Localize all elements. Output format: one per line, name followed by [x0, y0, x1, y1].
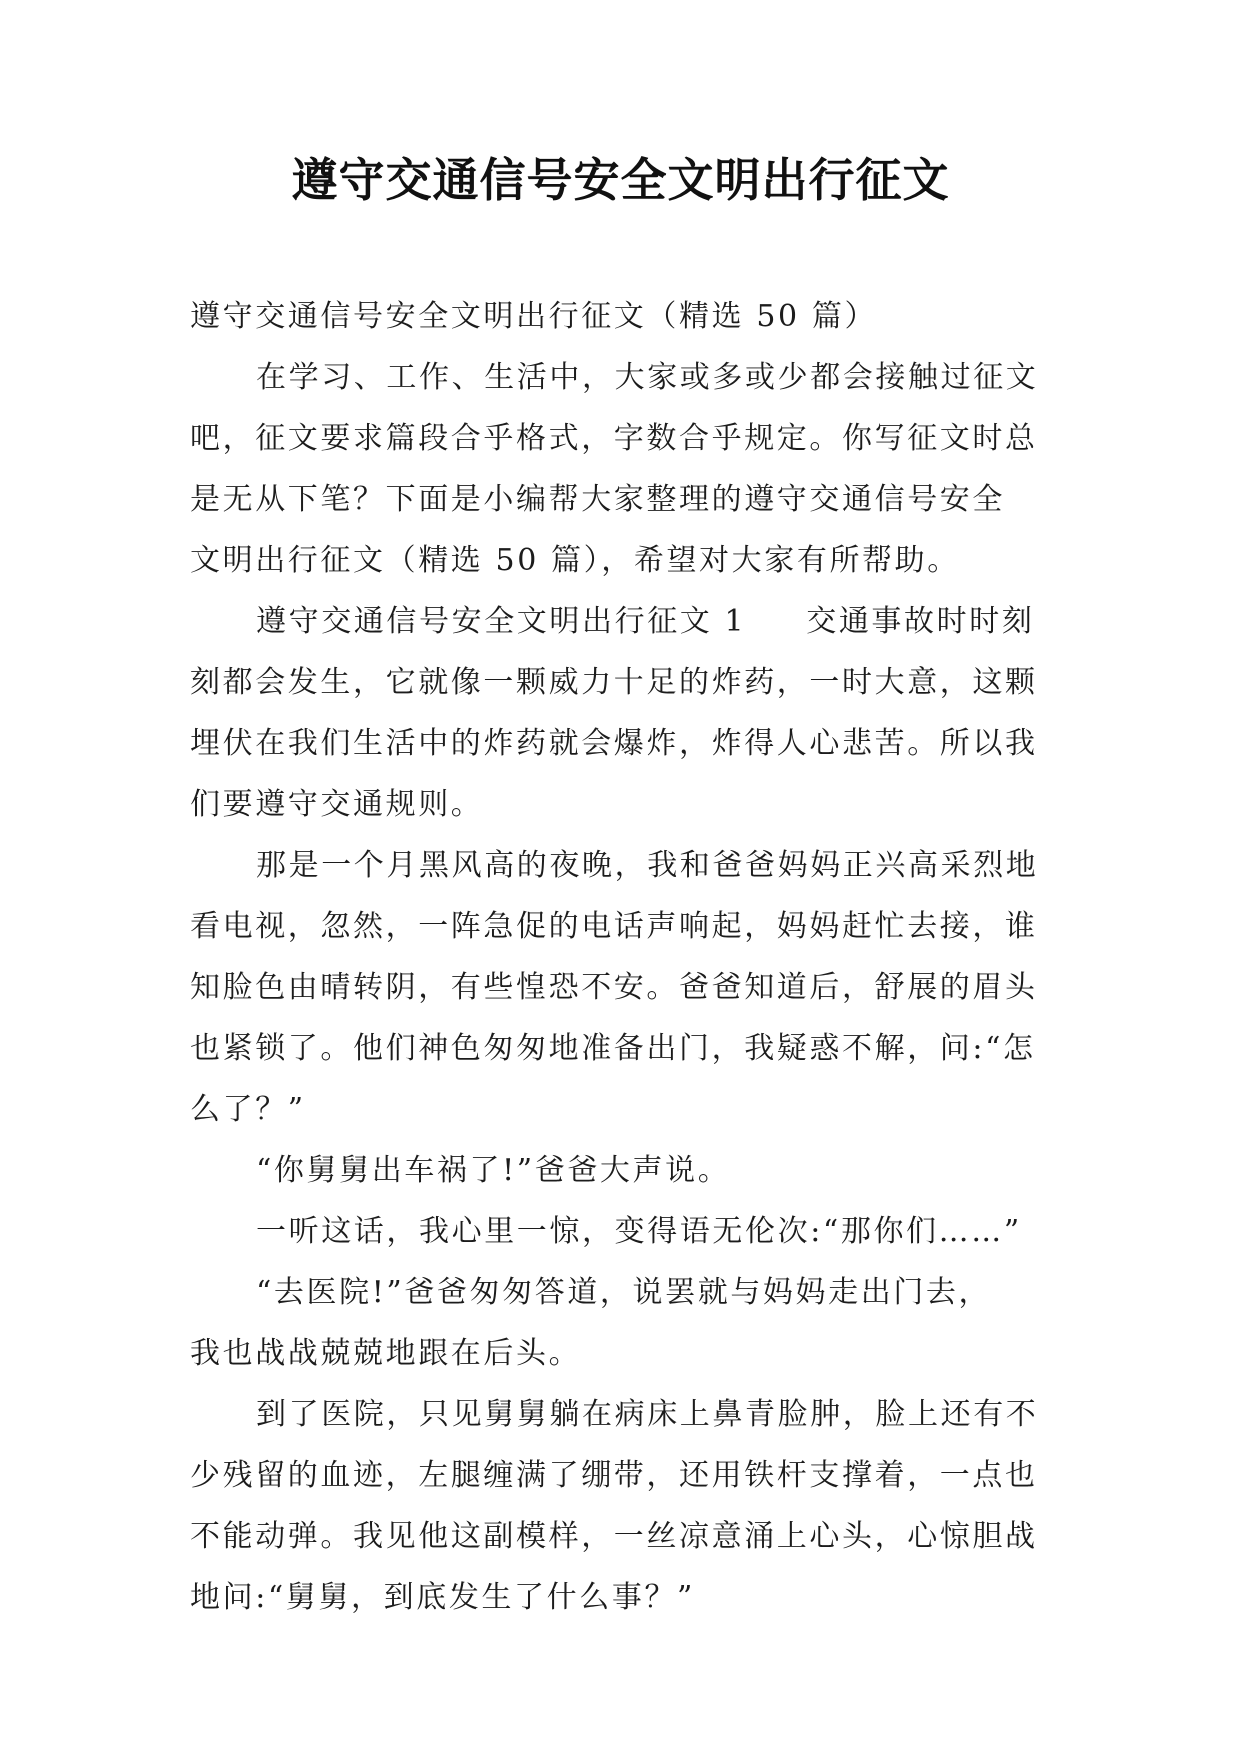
essay-1-first-text: 交通事故时时刻 — [806, 604, 1035, 639]
text-line: 知脸色由晴转阴，有些惶恐不安。爸爸知道后，舒展的眉头 — [190, 970, 1038, 1005]
text-line: 也紧锁了。他们神色匆匆地准备出门，我疑惑不解，问:“怎 — [190, 1031, 1036, 1066]
essay-1-paragraph — [190, 591, 1060, 835]
text-line: 到了医院，只见舅舅躺在病床上鼻青脸肿，脸上还有不 — [256, 1397, 1039, 1432]
text-line: 埋伏在我们生活中的炸药就会爆炸，炸得人心悲苦。所以我 — [190, 726, 1038, 761]
text-line: 是无从下笔？下面是小编帮大家整理的遵守交通信号安全 — [190, 482, 1005, 517]
subtitle-line: 遵守交通信号安全文明出行征文（精选 50 篇） — [190, 299, 878, 334]
text-line: 么了？” — [190, 1092, 306, 1127]
text-line: 不能动弹。我见他这副模样，一丝凉意涌上心头，心惊胆战 — [190, 1519, 1038, 1554]
text-line: “去医院!”爸爸匆匆答道，说罢就与妈妈走出门去， — [256, 1275, 992, 1310]
text-line: 刻都会发生，它就像一颗威力十足的炸药，一时大意，这颗 — [190, 665, 1038, 700]
document-body — [190, 286, 1060, 1628]
text-line: 那是一个月黑风高的夜晚，我和爸爸妈妈正兴高采烈地 — [256, 848, 1039, 883]
essay-1-heading: 遵守交通信号安全文明出行征文 1 — [256, 604, 747, 639]
text-line: 在学习、工作、生活中，大家或多或少都会接触过征文 — [256, 360, 1039, 395]
text-line: 们要遵守交通规则。 — [190, 787, 484, 822]
paragraph-2 — [190, 835, 1060, 1140]
document-title: 遵守交通信号安全文明出行征文 — [291, 153, 950, 207]
intro-paragraph — [190, 347, 1060, 591]
paragraph-6 — [190, 1384, 1060, 1628]
paragraph-3: “你舅舅出车祸了!”爸爸大声说。 — [256, 1153, 731, 1188]
paragraph-4: 一听这话，我心里一惊，变得语无伦次:“那你们……” — [256, 1214, 1022, 1249]
text-line: 文明出行征文（精选 50 篇），希望对大家有所帮助。 — [190, 543, 960, 578]
text-line: 看电视，忽然，一阵急促的电话声响起，妈妈赶忙去接，谁 — [190, 909, 1038, 944]
paragraph-5 — [190, 1262, 1060, 1384]
text-line: 地问:“舅舅，到底发生了什么事？” — [190, 1580, 695, 1615]
text-line: 少残留的血迹，左腿缠满了绷带，还用铁杆支撑着，一点也 — [190, 1458, 1038, 1493]
essay-1-first-line — [190, 591, 1060, 652]
text-line: 我也战战兢兢地跟在后头。 — [190, 1336, 582, 1371]
text-line: 吧，征文要求篇段合乎格式，字数合乎规定。你写征文时总 — [190, 421, 1038, 456]
